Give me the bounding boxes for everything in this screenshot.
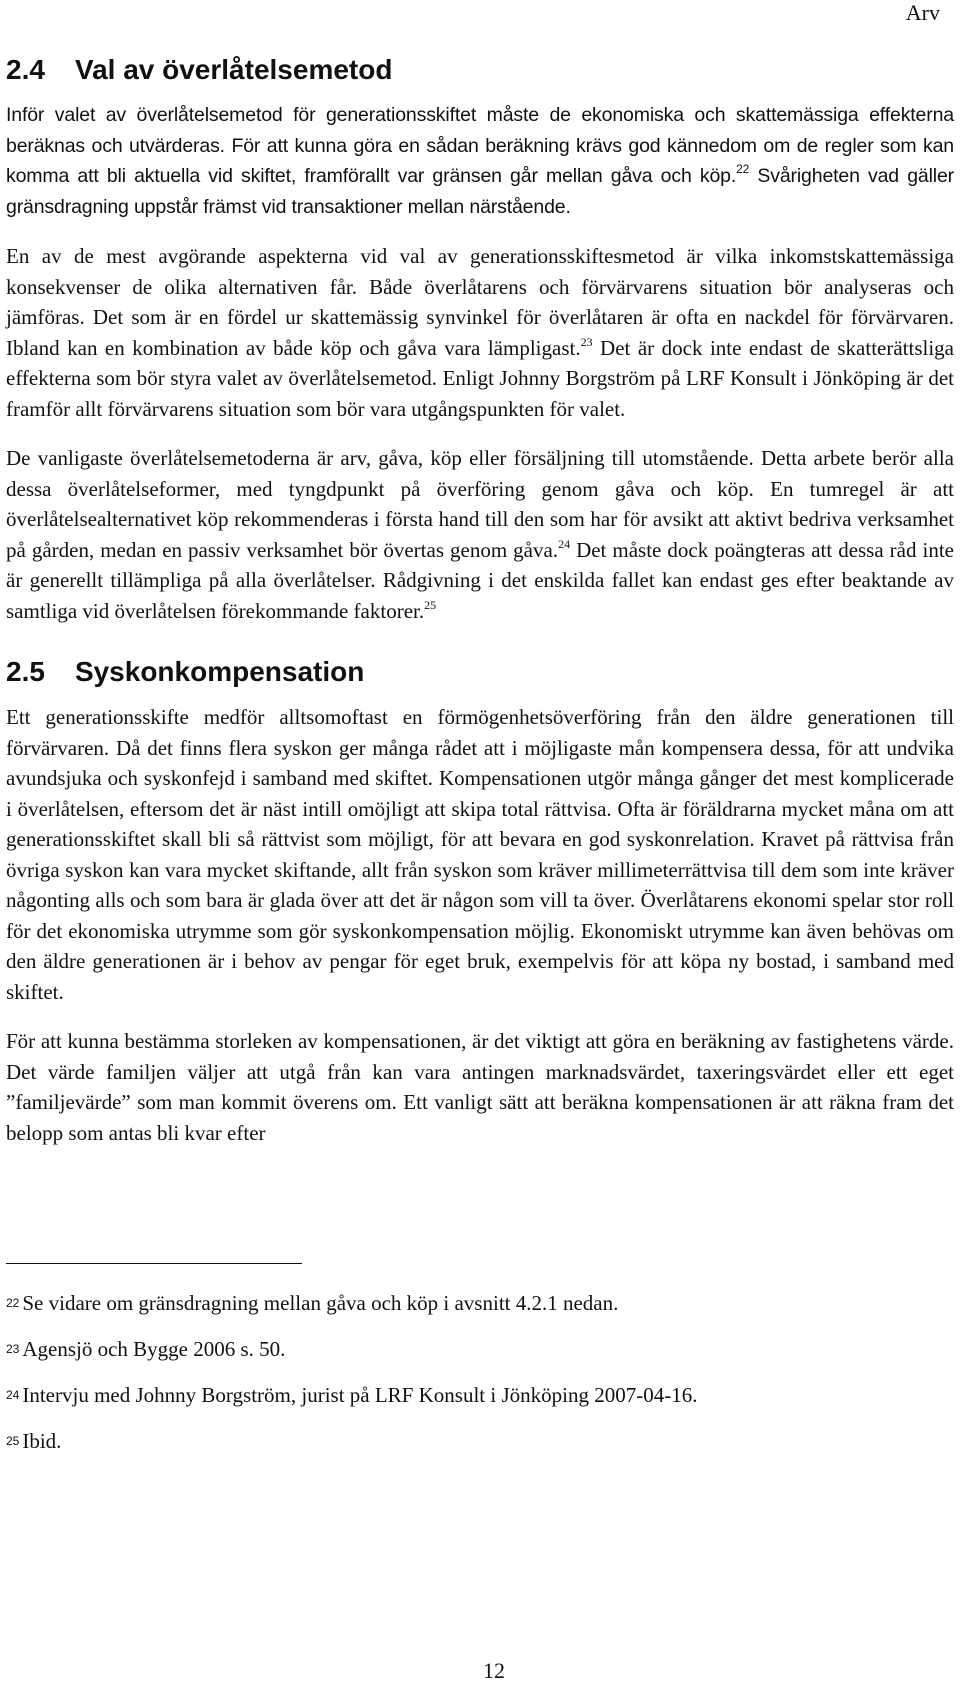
section-number: 2.4 [6,54,45,85]
paragraph-text: En av de mest avgörande aspekterna vid val av generationsskiftesmetod är vilka inkomstskattemässiga konsekvenser de olika alternativen får. Både överlåtarens och förvärvarens situation bör analyseras och jämföras. Det som är en fördel ur skattemässig synvinkel för överlåtaren är ofta en nackdel för förvärvaren. Ibland kan en kombination av både köp och gåva vara lämpligast. [6,244,954,360]
footnote-text: Ibid. [22,1429,62,1453]
section-heading-2-5 [6,654,954,690]
paragraph [6,100,954,222]
footnote-ref-22[interactable]: 22 [736,162,750,176]
page-body [6,52,954,1167]
paragraph-text: Svårigheten vad gäller gränsdragning uppstår främst vid transaktioner mellan närstående. [6,165,954,218]
footnote-number: 23 [6,1342,20,1356]
footnote-text: Intervju med Johnny Borgström, jurist på LRF Konsult i Jönköping 2007-04-16. [22,1383,698,1407]
footnote-number: 22 [6,1296,20,1310]
footnote-number: 24 [6,1388,20,1402]
footnote-ref-23[interactable]: 23 [580,334,593,349]
section-number: 2.5 [6,656,45,687]
footnote-text: Se vidare om gränsdragning mellan gåva och köp i avsnitt 4.2.1 nedan. [22,1291,619,1315]
footnote [6,1338,946,1384]
paragraph-text: Inför valet av överlåtelsemetod för generationsskiftet måste de ekonomiska och skattemässiga effekterna beräknas och utvärderas. För att kunna göra en sådan beräkning krävs god kännedom om de regler som kan komma att bli aktuella vid skiftet, framförallt var gränsen går mellan gåva och köp. [6,104,954,187]
section-heading-2-4 [6,52,954,88]
running-header: Arv [905,0,940,25]
footnote-separator [6,1263,302,1264]
footnote [6,1292,946,1338]
page-number: 12 [483,1658,505,1683]
footnotes [6,1292,946,1476]
footnote [6,1430,946,1476]
paragraph: För att kunna bestämma storleken av kompensationen, är det viktigt att göra en beräkning av fastighetens värde. Det värde familjen väljer att utgå från kan vara antingen marknadsvärdet, taxeringsvärdet eller ett eget ”familjevärde” som man kommit överens om. Ett vanligt sätt att beräkna kompensationen är att räkna fram det belopp som antas bli kvar efter [6,1029,954,1145]
paragraph [6,443,954,626]
section-title: Syskonkompensation [74,656,365,687]
paragraph-text: Det är dock inte endast de skatterättsliga effekterna som bör styra valet av överlåtelsemetod. Enligt Johnny Borgström på LRF Konsult i Jönköping är det framför allt förvärvarens situation som bör vara utgångspunkten för valet. [6,335,954,421]
footnote-number: 25 [6,1434,20,1448]
paragraph: Ett generationsskifte medför alltsomoftast en förmögenhetsöverföring från den äldre generationen till förvärvaren. Då det finns flera syskon ger många rådet att i möjligaste mån kompensera dessa, för att undvika avundsjuka och syskonfejd i samband med skiftet. Kompensationen utgör många gånger det mest komplicerade i överlåtelsen, eftersom det är näst intill omöjligt att skipa total rättvisa. Ofta är föräldrarna mycket måna om att generationsskiftet skall bli så rättvist som möjligt, för att bevara en god syskonrelation. Kravet på rättvisa från övriga syskon kan vara mycket skiftande, allt från syskon som kräver millimeterrättvisa till dem som inte kräver någonting alls och som bara är glada över att det är någon som vill ta över. Överlåtarens ekonomi spelar stor roll för det ekonomiska utrymme som gör syskonkompensation möjlig. Ekonomiskt utrymme kan även behövas om den äldre generationen är i behov av pengar för eget bruk, exempelvis för att köpa ny bostad, i samband med skiftet. [6,705,954,1004]
paragraph [6,241,954,424]
footnote-text: Agensjö och Bygge 2006 s. 50. [22,1337,286,1361]
footnote-ref-24[interactable]: 24 [558,536,571,551]
footnote-ref-25[interactable]: 25 [424,597,437,612]
paragraph-text: De vanligaste överlåtelsemetoderna är arv, gåva, köp eller försäljning till utomstående. Detta arbete berör alla dessa överlåtelseformer, med tyngdpunkt på överföring genom gåva och köp. En tumregel är att överlåtelsealternativet köp rekommenderas i första hand till den som har för avsikt att aktivt bedriva verksamhet på gården, medan en passiv verksamhet bör övertas genom gåva. [6,446,954,562]
paragraph-text: Det måste dock poängteras att dessa råd inte är generellt tillämpliga på alla överlåtelser. Rådgivning i det enskilda fallet kan endast ges efter beaktande av samtliga vid överlåtelsen förekommande faktorer. [6,537,954,623]
footnote [6,1384,946,1430]
section-title: Val av överlåtelsemetod [74,54,393,85]
